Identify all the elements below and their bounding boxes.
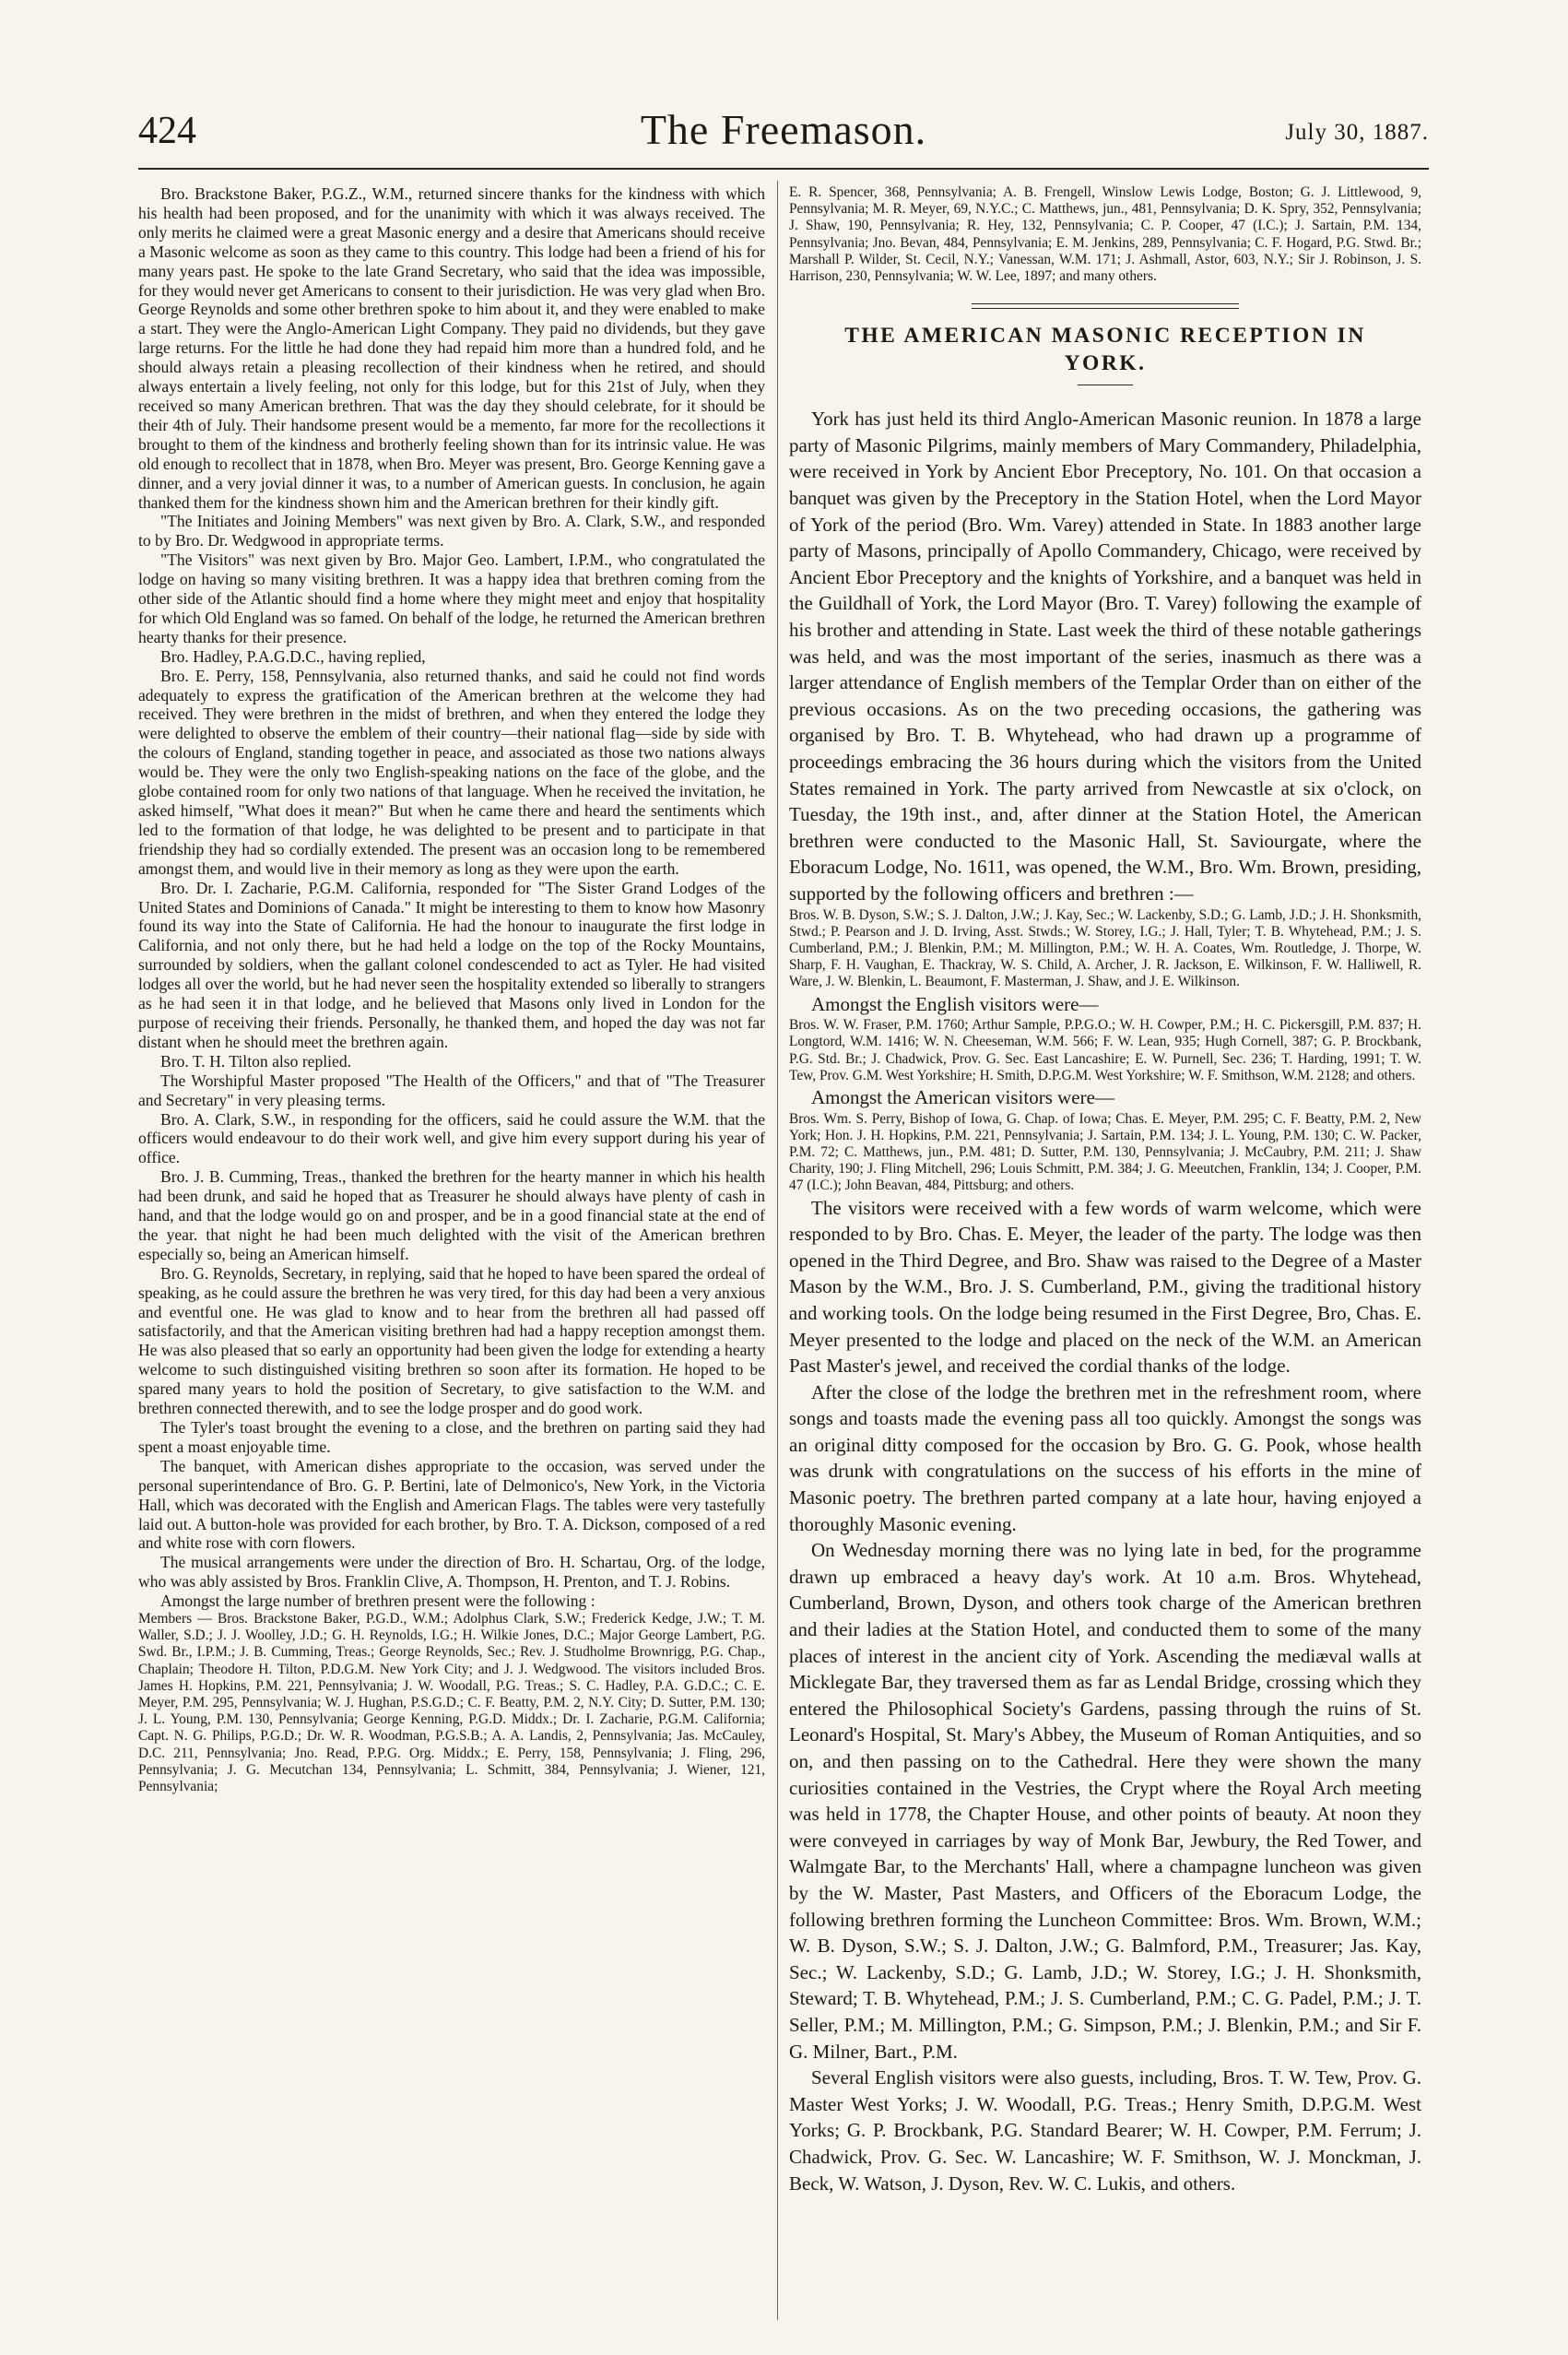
paragraph: Bro. Hadley, P.A.G.D.C., having replied, xyxy=(160,646,426,666)
page-header xyxy=(138,106,1429,164)
paragraph: Several English visitors were also guests, including, Bros. T. W. Tew, Prov. G. Master West Yorks; J. W. Woodall, P.G. Treas.; Henry Smith, D.P.G.M. West Yorks; G. P. Brockbank, P.G. Standard Bearer; W. H. Cowper, P.M. Ferrum; J. Chadwick, Prov. G. Sec. W. Lancashire; W. F. Smithson, W. J. Monckman, J. Beck, W. Watson, J. Dyson, Rev. W. C. Lukis, and others. xyxy=(789,2066,1421,2195)
page-number: 424 xyxy=(138,110,196,152)
masthead-title: The Freemason. xyxy=(640,106,927,153)
paragraph: Bro. Brackstone Baker, P.G.Z., W.M., returned sincere thanks for the kindness with which his health had been proposed, and for the unanimity with which it was always received. The only merits he claimed were a great Masonic energy and a desire that Americans should receive a Masonic welcome as soon as they came to this country. This lodge had been a friend of his for many years past. He spoke to the late Grand Secretary, who said that the idea was impossible, for they would never get Americans to consent to their jurisdiction. He was very glad when Bro. George Reynolds and some other brethren spoke to him about it, and they were enabled to make a start. They were the Anglo-American Light Company. They paid no dividends, but they gave large returns. For the little he had done they had repaid him more than a hundred fold, and he should always retain a pleasing recollection of their kindness when he retired, and should always entertain a lively feeling, not only for this lodge, but for this 21st of July, when they received so many American brethren. That was the day they should celebrate, for it should be their 4th of July. Their handsome present would be a memento, far more for the recollections it brought to them of the kindness and brotherly feeling shown than for its intrinsic value. He was old enough to recollect that in 1878, when Bro. Meyer was present, Bro. George Kenning gave a dinner, and a very jovial dinner it was, to a number of American guests. In conclusion, he again thanked them for the kindness shown him and the American brethren for their kindly gift. xyxy=(138,184,765,512)
paragraph: Amongst the English visitors were— xyxy=(811,992,1099,1015)
paragraph: Bro. G. Reynolds, Secretary, in replying, said that he hoped to have been spared the ordeal of speaking, as he could assure the brethren he was very tired, for this day had been a very anxious and eventful one. He was glad to know and to hear from the brethren all had passed off satisfactorily, and that the American visiting brethren had had a happy reception amongst them. He was also pleased that so early an opportunity had been given the lodge for extending a hearty welcome to such distinguished visiting brethren so soon after its formation. He hoped to be spared many years to hold the position of Secretary, to give satisfaction to the W.M. and brethren connected therewith, and to see the lodge prosper and do good work. xyxy=(138,1263,765,1418)
article-heading-line: YORK. xyxy=(1064,351,1147,376)
section-rule xyxy=(972,303,1239,309)
paragraph: Amongst the large number of brethren present were the following : xyxy=(160,1592,595,1611)
column-divider xyxy=(777,181,778,2320)
article-heading xyxy=(789,322,1421,377)
header-rule xyxy=(138,168,1429,170)
issue-date: July 30, 1887. xyxy=(1285,120,1429,145)
right-column xyxy=(789,184,1421,2333)
paragraph: Bro. T. H. Tilton also replied. xyxy=(160,1051,352,1071)
paragraph: The Worshipful Master proposed "The Health of the Officers," and that of "The Treasurer and Secretary" in very pleasing terms. xyxy=(138,1071,765,1109)
paragraph: Amongst the American visitors were— xyxy=(811,1085,1114,1108)
paragraph: The visitors were received with a few words of warm welcome, which were responded to by Bro. Chas. E. Meyer, the leader of the party. The lodge was then opened in the Third Degree, and Bro. Shaw was raised to the Degree of a Master Mason by the W.M., Bro. J. S. Cumberland, P.M., giving the traditional history and working tools. On the lodge being resumed in the First Degree, Bro, Chas. E. Meyer presented to the lodge and placed on the neck of the W.M. an American Past Master's jewel, and received the cordial thanks of the lodge. xyxy=(789,1196,1421,1378)
english-visitors-list: Bros. W. W. Fraser, P.M. 1760; Arthur Sample, P.P.G.O.; W. H. Cowper, P.M.; H. C. Pickersgill, P.M. 837; H. Longtord, W.M. 1416; W. N. Cheeseman, W.M. 566; F. W. Lean, 935; Hugh Cornell, 387; G. P. Brockbank, P.G. Std. Br.; J. Chadwick, Prov. G. Sec. East Lancashire; E. W. Purnell, Sec. 236; T. Harding, 1991; T. W. Tew, Prov. G.M. West Yorkshire; H. Smith, D.P.G.M. West Yorkshire; W. F. Smithson, W.M. 2128; and others. xyxy=(789,1017,1421,1083)
american-visitors-list: Bros. Wm. S. Perry, Bishop of Iowa, G. Chap. of Iowa; Chas. E. Meyer, P.M. 295; C. F. Beatty, P.M. 2, New York; Hon. J. H. Hopkins, P.M. 221, Pennsylvania; J. Sartain, P.M. 134; J. L. Young, P.M. 130; C. W. Packer, P.M. 72; C. Matthews, jun., P.M. 481; D. Sutter, P.M. 130, Pennsylvania; J. McCaubry, P.M. 211; J. Shaw Charity, 190; J. Fling Mitchell, 296; Louis Schmitt, P.M. 384; J. G. Meeutchen, Franklin, 134; J. Cooper, P.M. 47 (I.C.); John Beavan, 484, Pittsburg; and others. xyxy=(789,1110,1421,1194)
paragraph: York has just held its third Anglo-American Masonic reunion. In 1878 a large party of Masonic Pilgrims, mainly members of Mary Commandery, Philadelphia, were received in York by Ancient Ebor Preceptory, No. 101. On that occasion a banquet was given by the Preceptory in the Station Hotel, when the Lord Mayor of York of the period (Bro. Wm. Varey) attended in State. In 1883 another large party of Masons, principally of Apollo Commandery, Chicago, were received by Ancient Ebor Preceptory and the knights of Yorkshire, and a banquet was held in the Guildhall of York, the Lord Mayor (Bro. T. Varey) following the example of his brother and attending in State. Last week the third of these notable gatherings was held, and was the most important of the series, inasmuch as there was a larger attendance of English members of the Templar Order than on either of the previous occasions. As on the two preceding occasions, the gathering was organised by Bro. T. B. Whytehead, who had drawn up a programme of proceedings embracing the 36 hours during which the visitors from the United States remained in York. The party arrived from Newcastle at six o'clock, on Tuesday, the 19th inst., and, after dinner at the Station Hotel, the American brethren were conducted to the Masonic Hall, St. Saviourgate, where the Eboracum Lodge, No. 1611, was opened, the W.M., Bro. Wm. Brown, presiding, supported by the following officers and brethren :— xyxy=(789,408,1421,905)
paragraph: Bro. A. Clark, S.W., in responding for the officers, said he could assure the W.M. that the officers would endeavour to do their work well, and give him every support during his year of office. xyxy=(138,1109,765,1167)
paragraph: "The Visitors" was next given by Bro. Major Geo. Lambert, I.P.M., who congratulated the lodge on having so many visiting brethren. It was a happy idea that brethren coming from the other side of the Atlantic should find a home where they might meet and enjoy that hospitality for which Old England was so famed. On behalf of the lodge, he returned the American brethren hearty thanks for their presence. xyxy=(138,550,765,646)
members-list: Members — Bros. Brackstone Baker, P.G.D., W.M.; Adolphus Clark, S.W.; Frederick Kedge, J.W.; T. M. Waller, S.D.; J. J. Woolley, J.D.; G. H. Reynolds, I.G.; H. Wilkie Jones, D.C.; Major George Lambert, P.G. Swd. Br., I.P.M.; J. B. Cumming, Treas.; George Reynolds, Sec.; Rev. J. Studholme Brownrigg, P.G. Chap., Chaplain; Theodore H. Tilton, P.D.G.M. New York City; and J. J. Wedgwood. The visitors included Bros. James H. Hopkins, P.M. 221, Pennsylvania; J. W. Woodall, P.G. Treas.; S. C. Hadley, P.A. G.D.C.; C. E. Meyer, P.M. 295, Pennsylvania; W. J. Hughan, P.S.G.D.; C. F. Beatty, P.M. 2, N.Y. City; D. Sutter, P.M. 130; J. L. Young, P.M. 130, Pennsylvania; George Kenning, P.G.D. Middx.; Dr. I. Zacharie, P.G.M. California; Capt. N. G. Philips, P.G.D.; Dr. W. R. Woodman, P.G.S.B.; A. A. Landis, 2, Pennsylvania; Jas. McCauley, D.C. 211, Pennsylvania; Jno. Read, P.P.G. Org. Middx.; E. Perry, 158, Pennsylvania; J. Fling, 296, Pennsylvania; J. G. Mecutchan 134, Pennsylvania; L. Schmitt, 384, Pennsylvania; J. Wiener, 121, Pennsylvania; xyxy=(138,1611,765,1795)
paragraph: On Wednesday morning there was no lying late in bed, for the programme drawn up embraced a heavy day's work. At 10 a.m. Bros. Whytehead, Cumberland, Brown, Dyson, and others took charge of the American brethren and their ladies at the Station Hotel, and conducted them to some of the many places of interest in the ancient city of York. Ascending the mediæval walls at Micklegate Bar, they traversed them as far as Lendal Bridge, crossing which they entered the Philosophical Society's Gardens, passing through the ruins of St. Leonard's Hospital, St. Mary's Abbey, the Museum of Roman Antiquities, and so on, and then passing on to the Cathedral. Here they were shown the many curiosities contained in the Vestries, the Crypt where the Royal Arch meeting was held in 1778, the Chapter House, and other points of beauty. At noon they were conveyed in carriages by way of Monk Bar, Jewbury, the Red Tower, and Walmgate Bar, to the Merchants' Hall, where a champagne luncheon was given by the W. Master, Past Masters, and Officers of the Eboracum Lodge, the following brethren forming the Luncheon Committee: Bros. Wm. Brown, W.M.; W. B. Dyson, S.W.; S. J. Dalton, J.W.; G. Balmford, P.M., Treasurer; Jas. Kay, Sec.; W. Lackenby, S.D.; G. Lamb, J.D.; W. Storey, I.G.; J. H. Shonksmith, Steward; T. B. Whytehead, P.M.; J. S. Cumberland, P.M.; C. G. Padel, P.M.; J. T. Seller, P.M.; M. Millington, P.M.; G. Simpson, P.M.; J. Blenkin, P.M.; and Sir F. G. Milner, Bart., P.M. xyxy=(789,1539,1421,2063)
paragraph: Bro. Dr. I. Zacharie, P.G.M. California, responded for "The Sister Grand Lodges of the United States and Dominions of Canada." It might be interesting to them to know how Masonry found its way into the State of California. He had the honour to inaugurate the first lodge in California, and not only there, but he had held a lodge on the top of the Rocky Mountains, surrounded by soldiers, when the gallant colonel condescended to act as Tyler. He had visited lodges all over the world, but he had never seen the hospitality extended so liberally to strangers as he had seen it in that lodge, and he believed that Masons only lived in London for the purpose of receiving their friends. Personally, he thanked them, and hoped the day was not far distant when he should meet the brethren again. xyxy=(138,878,765,1051)
officers-list: Bros. W. B. Dyson, S.W.; S. J. Dalton, J.W.; J. Kay, Sec.; W. Lackenby, S.D.; G. Lamb, J.D.; J. H. Shonksmith, Stwd.; P. Pearson and J. D. Irving, Asst. Stwds.; W. Storey, I.G.; J. Hall, Tyler; T. B. Whytehead, P.M.; J. S. Cumberland, P.M.; J. Blenkin, P.M.; M. Millington, P.M.; W. H. A. Coates, Wm. Routledge, J. Thorpe, W. Sharp, F. H. Vaughan, E. Thackray, W. S. Child, A. Archer, J. R. Jackson, E. Wilkinson, F. W. Halliwell, R. Ware, J. W. Blenkin, L. Beaumont, F. Masterman, J. Shaw, and J. E. Wilkinson. xyxy=(789,906,1421,990)
left-column xyxy=(138,184,765,2333)
paragraph: The musical arrangements were under the direction of Bro. H. Schartau, Org. of the lodge, who was ably assisted by Bros. Franklin Clive, A. Thompson, H. Prenton, and T. J. Robins. xyxy=(138,1553,765,1592)
visitors-list-continued: E. R. Spencer, 368, Pennsylvania; A. B. Frengell, Winslow Lewis Lodge, Boston; G. J. Littlewood, 9, Pennsylvania; M. R. Meyer, 69, N.Y.C.; C. Matthews, jun., 481, Pennsylvania; D. K. Spry, 352, Pennsylvania; J. Shaw, 190, Pennsylvania; R. Hey, 132, Pennsylvania; C. P. Cooper, 47 (I.C.); J. Sartain, P.M. 134, Pennsylvania; Jno. Bevan, 484, Pennsylvania; E. M. Jenkins, 289, Pennsylvania; C. F. Hogard, P.G. Stwd. Br.; Marshall P. Wilder, St. Cecil, N.Y.; Vanessan, W.M. 171; J. Ashmall, Astor, 603, N.Y.; Sir J. Robinson, J. S. Harrison, 230, Pennsylvania; W. W. Lee, 1897; and many others. xyxy=(789,184,1421,285)
paragraph: "The Initiates and Joining Members" was next given by Bro. A. Clark, S.W., and responded to by Bro. Dr. Wedgwood in appropriate terms. xyxy=(138,512,765,550)
paragraph: Bro. E. Perry, 158, Pennsylvania, also returned thanks, and said he could not find words adequately to express the gratification of the American brethren at the welcome they had received. They were brethren in the midst of brethren, and when they entered the lodge they were delighted to observe the emblem of their country—their national flag—side by side with the colours of England, standing together in peace, and associated as those two nations always would be. They were the only two English-speaking nations on the face of the globe, and the globe contained room for only two nations of that language. When he received the invitation, he asked himself, "What does it mean?" But when he came there and heard the sentiments which led to the formation of that lodge, he was delighted to be present and to participate in that friendship they had so cordially extended. The present was an occasion long to be remembered amongst them, and would live in their memory as long as they were upon the earth. xyxy=(138,666,765,878)
paragraph: Bro. J. B. Cumming, Treas., thanked the brethren for the hearty manner in which his health had been drunk, and said he hoped that as Treasurer he should always have plenty of cash in hand, and that the lodge would go on and prosper, and be in a good financial state at the end of the year. that night he had been much delighted with the visit of the American brethren especially so, being an American himself. xyxy=(138,1167,765,1263)
paragraph: The Tyler's toast brought the evening to a close, and the brethren on parting said they had spent a moast enjoyable time. xyxy=(138,1418,765,1456)
paragraph: The banquet, with American dishes appropriate to the occasion, was served under the personal superintendance of Bro. G. P. Bertini, late of Delmonico's, New York, in the Victoria Hall, which was decorated with the English and American Flags. The tables were very tastefully laid out. A button-hole was provided for each brother, by Bro. T. A. Dickson, composed of a red and white rose with corn flowers. xyxy=(138,1456,765,1553)
article-heading-line: THE AMERICAN MASONIC RECEPTION IN xyxy=(844,324,1366,349)
paragraph: After the close of the lodge the brethren met in the refreshment room, where songs and toasts made the evening pass all too quickly. Amongst the songs was an original ditty composed for the occasion by Bro. G. G. Pook, whose health was drunk with congratulations on the success of his efforts in the mine of Masonic poetry. The brethren parted company at a late hour, having enjoyed a thoroughly Masonic evening. xyxy=(789,1380,1421,1535)
